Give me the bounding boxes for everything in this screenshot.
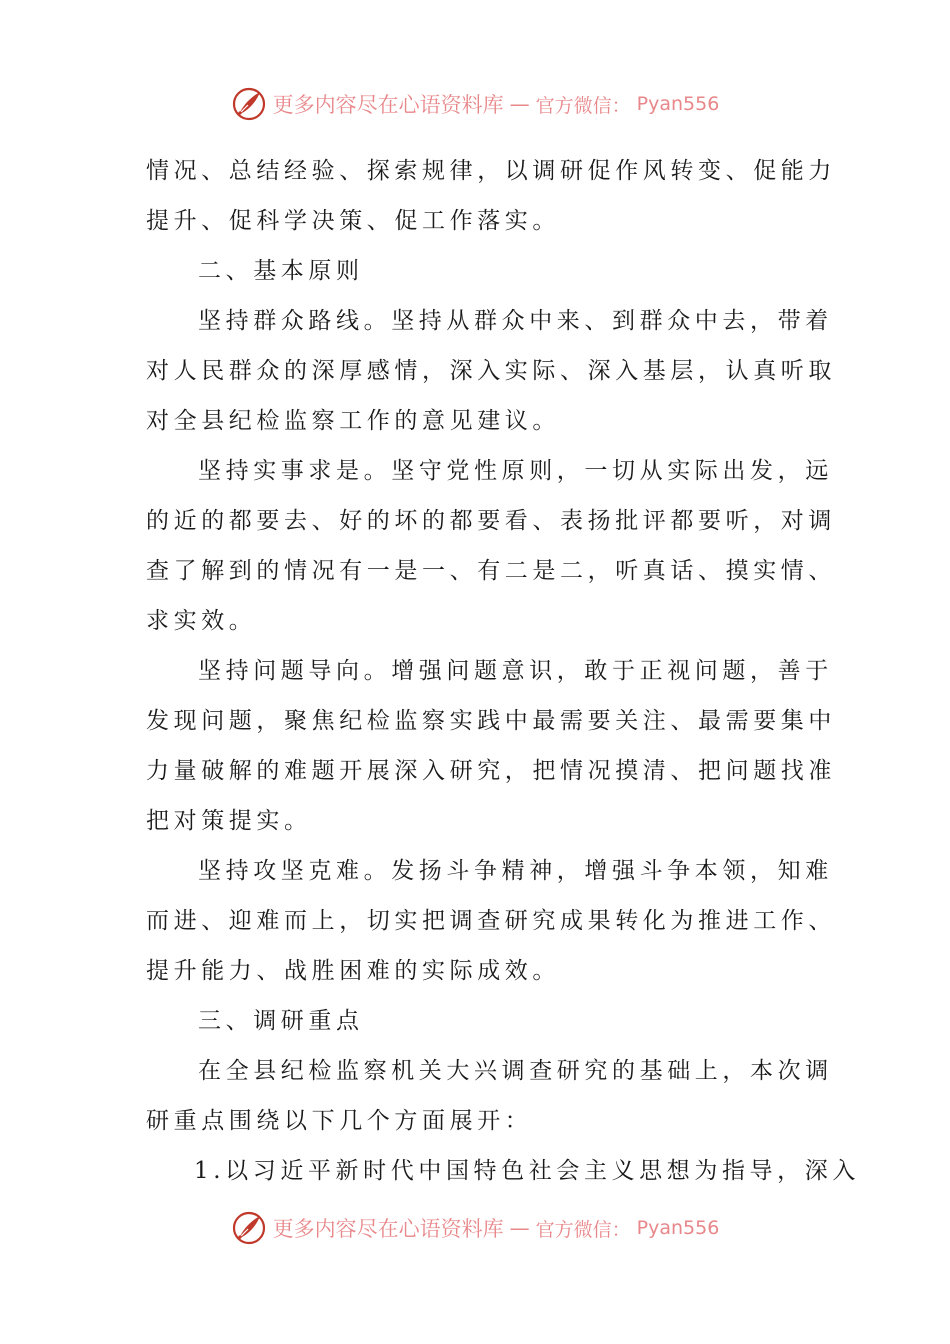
section-heading: 二、基本原则 — [198, 258, 364, 284]
watermark-group — [231, 86, 720, 122]
text-line: 发现问题，聚焦纪检监察实践中最需要关注、最需要集中 — [146, 708, 836, 734]
paragraph-start: 坚持实事求是。坚守党性原则，一切从实际出发，远 — [198, 458, 833, 484]
text-line: 的近的都要去、好的坏的都要看、表扬批评都要听，对调 — [146, 508, 836, 534]
paragraph-start: 坚持群众路线。坚持从群众中来、到群众中去，带着 — [198, 308, 833, 334]
quill-pen-logo-icon — [231, 1210, 267, 1246]
watermark-text: 更多内容尽在心语资料库 — [272, 93, 504, 117]
watermark-group — [231, 1210, 720, 1246]
paragraph-start: 在全县纪检监察机关大兴调查研究的基础上，本次调 — [198, 1058, 833, 1084]
paragraph-start: 坚持问题导向。增强问题意识，敢于正视问题，善于 — [198, 658, 833, 684]
quill-pen-logo-icon — [231, 86, 267, 122]
text-line: 提升、促科学决策、促工作落实。 — [146, 208, 560, 234]
text-line: 对全县纪检监察工作的意见建议。 — [146, 408, 560, 434]
text-line: 而进、迎难而上，切实把调查研究成果转化为推进工作、 — [146, 908, 836, 934]
text-line: 求实效。 — [146, 608, 257, 634]
section-heading: 三、调研重点 — [198, 1008, 364, 1034]
paragraph-start: 坚持攻坚克难。发扬斗争精神，增强斗争本领，知难 — [198, 858, 833, 884]
footer-watermark — [0, 1206, 950, 1250]
text-line: 把对策提实。 — [146, 808, 312, 834]
text-line: 提升能力、战胜困难的实际成效。 — [146, 958, 560, 984]
header-watermark — [0, 82, 950, 126]
watermark-text: 更多内容尽在心语资料库 — [272, 1217, 504, 1241]
watermark-wechat-id: Pyan556 — [636, 1217, 720, 1239]
watermark-dash: — — [509, 92, 530, 116]
numbered-item: 1.以习近平新时代中国特色社会主义思想为指导，深入 — [194, 1158, 860, 1184]
text-line: 力量破解的难题开展深入研究，把情况摸清、把问题找准 — [146, 758, 836, 784]
watermark-dash: — — [509, 1216, 530, 1240]
watermark-wechat-label: 官方微信： — [535, 94, 631, 117]
watermark-wechat-label: 官方微信： — [535, 1218, 631, 1241]
watermark-wechat-id: Pyan556 — [636, 93, 720, 115]
text-line: 情况、总结经验、探索规律，以调研促作风转变、促能力 — [146, 158, 836, 184]
text-line: 对人民群众的深厚感情，深入实际、深入基层，认真听取 — [146, 358, 836, 384]
text-line: 查了解到的情况有一是一、有二是二，听真话、摸实情、 — [146, 558, 836, 584]
text-line: 研重点围绕以下几个方面展开： — [146, 1108, 533, 1134]
document-body — [146, 146, 860, 1196]
